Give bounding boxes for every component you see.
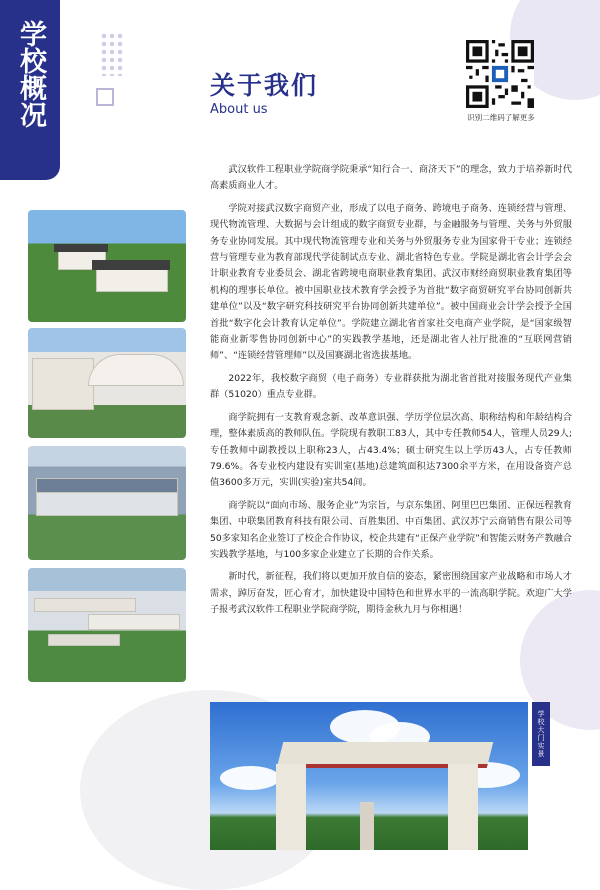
paragraph: 学院对接武汉数字商贸产业，形成了以电子商务、跨境电子商务、连锁经营与管理、现代物流管理、大数据与会计组成的数字商贸专业群，与金融服务与管理、关务与外贸服务专业协同发展。其中现代物流管理专业和关务与外贸服务专业为国家骨干专业；连锁经营与管理专业为教育部现代学徒制试点专业、湖北省特色专业。学院是湖北省会计学会会计职业教育专业委员会、湖北省跨境电商职业教育集团、武汉市财经商贸职业教育集团等机构的理事长单位。被中国职业技术教育学会授予为首批“数字商贸研究平台协同创新共建单位”以及“数字研究科技研究平台协同创新共建单位”。被中国商业会计学会授予全国首批“数字化会计教育认定单位”。学院建立湖北省首家社交电商产业学院，是“国家级智能商业新零售协同创新中心”的实践教学基地，还是湖北省人社厅批准的“互联网营销师”、“连锁经营管理师”以及国赛湖北省选拔基地。 xyxy=(210,202,572,362)
page-subtitle: About us xyxy=(210,102,268,117)
paragraph: 2022年，我校数字商贸（电子商务）专业群获批为湖北省首批对接服务现代产业集群（51020）重点专业群。 xyxy=(210,372,572,401)
section-tab-label: 学校概况 xyxy=(15,20,46,128)
qr-code-icon xyxy=(466,40,534,108)
gate-photo-label-text: 学校大门实景 xyxy=(537,710,545,758)
paragraph: 武汉软件工程职业学院商学院秉承“知行合一、商济天下”的理念，致力于培养新时代高素质商业人才。 xyxy=(210,164,572,192)
campus-photo xyxy=(28,210,186,322)
gate-photo-label xyxy=(532,702,550,766)
paragraph: 新时代，新征程，我们将以更加开放自信的姿态，紧密围绕国家产业战略和市场人才需求，踔厉奋发，匠心育才，加快建设中国特色和世界水平的一流高职学院。欢迎广大学子报考武汉软件工程职业学院商学院，期待金秋九月与你相遇！ xyxy=(210,571,572,616)
decorative-dots xyxy=(100,32,124,76)
paragraph: 商学院拥有一支教育观念新、改革意识强、学历学位层次高、职称结构和年龄结构合理，整体素质高的教师队伍。学院现有教职工83人，其中专任教师54人，管理人员29人;专任教师中副教授以上职称23人，占43.4%；硕士研究生以上学历43人，占专任教师79.6%。各专业校内建设有实训室(基地)总建筑面积达7300余平方米，在用设备资产总值3600多万元，实训(实验)室共54间。 xyxy=(210,411,572,489)
school-gate-photo xyxy=(210,702,528,850)
qr-code[interactable] xyxy=(466,40,534,108)
qr-caption: 识别二维码了解更多 xyxy=(467,113,535,122)
about-text xyxy=(210,162,572,625)
paragraph: 商学院以“面向市场、服务企业”为宗旨，与京东集团、阿里巴巴集团、正保远程教育集团、中联集团教育科技有限公司、百胜集团、中百集团、武汉苏宁云商销售有限公司等50多家知名企业签订了校企合作协议，校企共建有“正保产业学院”和智能云财务产教融合实践教学基地，与100多家企业建立了长期的合作关系。 xyxy=(210,499,572,560)
page-title: 关于我们 xyxy=(210,71,319,100)
decorative-square xyxy=(96,88,114,106)
campus-photo xyxy=(28,568,186,682)
campus-photo xyxy=(28,446,186,560)
campus-photo xyxy=(28,328,186,438)
section-tab xyxy=(0,0,60,180)
